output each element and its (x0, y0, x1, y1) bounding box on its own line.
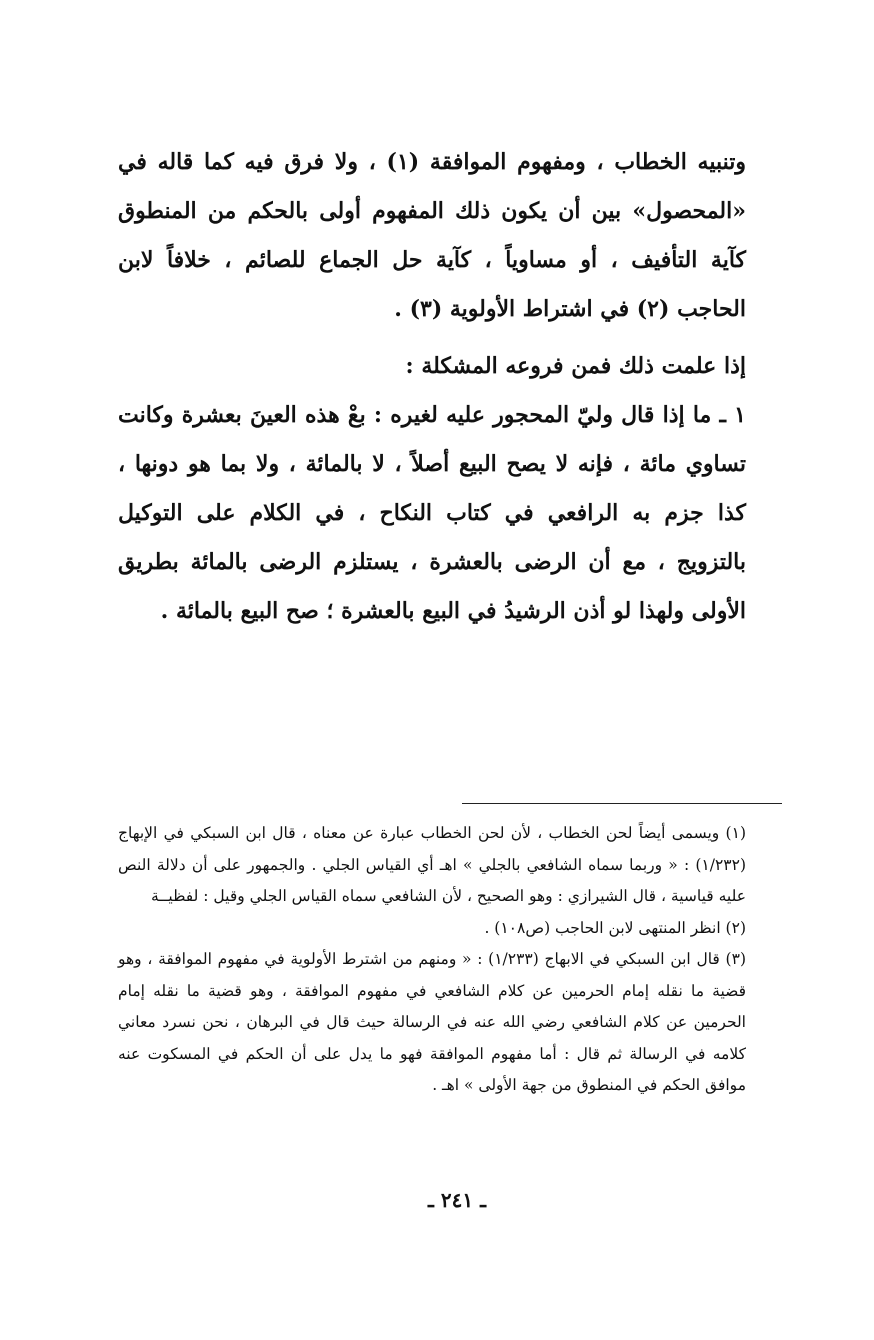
footnote-1: (١) ويسمى أيضاً لحن الخطاب ، لأن لحن الخطاب عبارة عن معناه ، قال ابن السبكي في الإبهاج (١/٢٣٢) : « وربما سماه الشافعي بالجلي » اهـ أي القياس الجلي . والجمهور على أن دلالة النص عليه قياسية ، قال الشيرازي : وهو الصحيح ، لأن الشافعي سماه القياس الجلي وقيل : لفظيــة (118, 824, 746, 905)
main-text (118, 138, 746, 636)
page-number: ـ ٢٤١ ـ (428, 1188, 486, 1212)
paragraph-example-1: ١ ـ ما إذا قال وليّ المحجور عليه لغيره : بعْ هذه العينَ بعشرة وكانت تساوي مائة ، فإنه لا يصح البيع أصلاً ، لا بالمائة ، ولا بما هو دونها ، كذا جزم به الرافعي في كتاب النكاح ، في الكلام على التوكيل بالتزويج ، مع أن الرضى بالعشرة ، يستلزم الرضى بالمائة بطريق الأولى ولهذا لو أذن الرشيدُ في البيع بالعشرة ؛ صح البيع بالمائة . (118, 402, 746, 624)
section-heading: إذا علمت ذلك فمن فروعه المشكلة : (405, 353, 746, 379)
footnote-separator (462, 803, 782, 804)
footnote-3: (٣) قال ابن السبكي في الابهاج (١/٢٣٣) : « ومنهم من اشترط الأولوية في مفهوم الموافقة ، وهو قضية ما نقله إمام الحرمين عن كلام الشافعي في مفهوم الموافقة ، وهو قضية ما نقله إمام الحرمين عن كلام الشافعي رضي الله عنه في الرسالة حيث قال في البرهان ، نحن نسرد معاني كلامه في الرسالة ثم قال : أما مفهوم الموافقة فهو ما يدل على أن الحكم في المسكوت عنه موافق الحكم في المنطوق من جهة الأولى » اهـ . (118, 950, 746, 1094)
footnotes (118, 818, 746, 1102)
footnote-2: (٢) انظر المنتهى لابن الحاجب (ص١٠٨) . (484, 918, 746, 937)
paragraph-intro: وتنبيه الخطاب ، ومفهوم الموافقة (١) ، ولا فرق فيه كما قاله في «المحصول» بين أن يكون ذلك المفهوم أولى بالحكم من المنطوق كآية التأفيف ، أو مساوياً ، كآية حل الجماع للصائم ، خلافاً لابن الحاجب (٢) في اشتراط الأولوية (٣) . (118, 149, 747, 322)
